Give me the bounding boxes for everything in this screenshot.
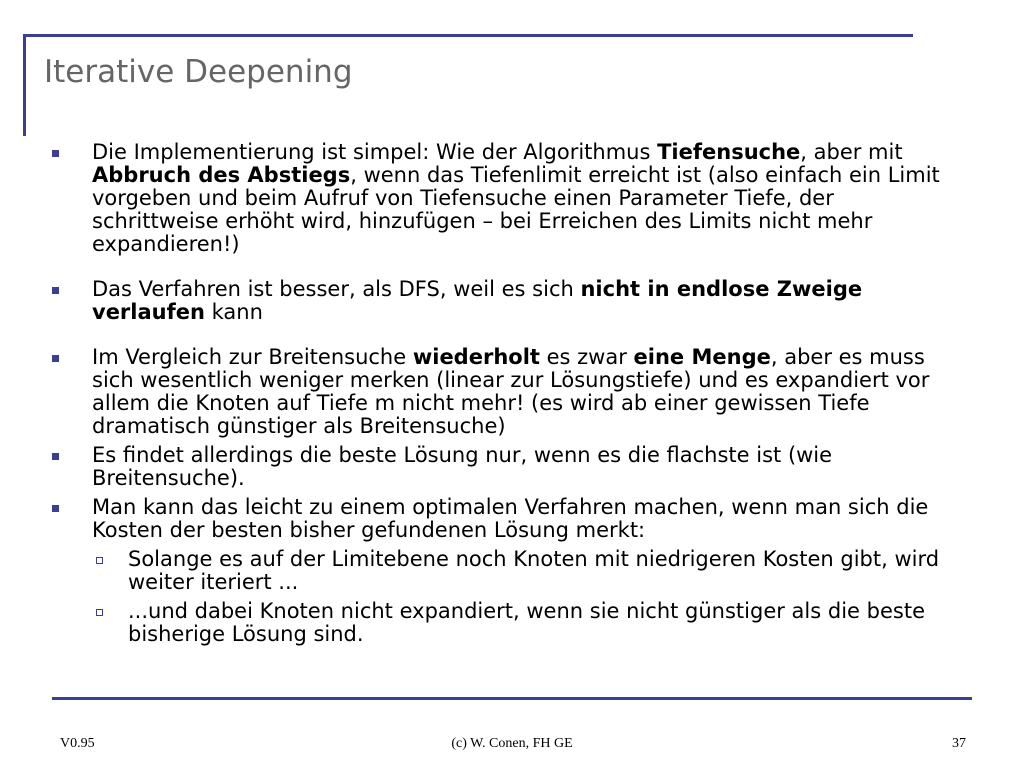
bullet-1-bold-1: Tiefensuche <box>657 140 801 164</box>
hollow-square-bullet-icon <box>96 557 103 564</box>
square-bullet-icon <box>52 150 59 157</box>
bullet-item-3 <box>52 346 967 438</box>
square-bullet-icon <box>52 287 59 294</box>
bullet-1-text-1: Die Implementierung ist simpel: Wie der Algorithmus <box>92 140 658 164</box>
slide-title: Iterative Deepening <box>44 54 353 90</box>
sub-bullet-1-text: Solange es auf der Limitebene noch Knoten mit niedrigeren Kosten gibt, wird weiter iteriert ... <box>128 547 940 594</box>
bullet-item-4 <box>52 444 967 490</box>
bullet-1-bold-2: Abbruch des Abstiegs <box>92 163 351 187</box>
sub-bullet-item-1 <box>52 548 967 594</box>
square-bullet-icon <box>52 453 59 460</box>
footer-divider <box>52 697 972 700</box>
footer-author: (c) W. Conen, FH GE <box>451 736 573 751</box>
sub-bullet-item-2 <box>52 600 967 646</box>
bullet-item-2 <box>52 278 967 324</box>
bullet-4-text: Es findet allerdings die beste Lösung nur, wenn es die flachste ist (wie Breitensuche). <box>92 443 833 490</box>
title-frame-left-line <box>23 34 26 136</box>
bullet-2-text-2: kann <box>204 300 263 324</box>
bullet-3-bold-1: wiederholt <box>412 345 540 369</box>
bullet-3-text-3: , aber es muss sich wesentlich weniger merken (linear zur Lösungstiefe) und es expandiert vor allem die Knoten auf Tiefe m nicht mehr! (es wird ab einer gewissen Tiefe dramatisch günstiger als Breitensuche) <box>92 345 930 438</box>
bullet-3-bold-2: eine Menge <box>633 345 771 369</box>
square-bullet-icon <box>52 505 59 512</box>
bullet-2-bold-1: nicht in endlose Zweige verlaufen <box>92 277 863 324</box>
bullet-1-text-3: , wenn das Tiefenlimit erreicht ist (also einfach ein Limit vorgeben und beim Aufruf von Tiefensuche einen Parameter Tiefe, der schrittweise erhöht wird, hinzufügen – bei Erreichen des Limits nicht mehr expandieren!) <box>92 163 940 256</box>
bullet-item-1 <box>52 141 967 256</box>
slide-content <box>52 141 967 652</box>
footer-page-number: 37 <box>952 736 966 751</box>
bullet-1-text-2: , aber mit <box>800 140 903 164</box>
footer-version: V0.95 <box>60 736 95 751</box>
bullet-item-5 <box>52 496 967 542</box>
sub-bullet-2-text: ...und dabei Knoten nicht expandiert, wenn sie nicht günstiger als die beste bisherige Lösung sind. <box>128 599 925 646</box>
bullet-2-text-1: Das Verfahren ist besser, als DFS, weil es sich <box>92 277 581 301</box>
bullet-5-text: Man kann das leicht zu einem optimalen Verfahren machen, wenn man sich die Kosten der besten bisher gefundenen Lösung merkt: <box>92 495 929 542</box>
bullet-3-text-1: Im Vergleich zur Breitensuche <box>92 345 413 369</box>
title-frame-top-line <box>23 34 913 37</box>
square-bullet-icon <box>52 355 59 362</box>
bullet-3-text-2: es zwar <box>539 345 634 369</box>
hollow-square-bullet-icon <box>96 609 103 616</box>
